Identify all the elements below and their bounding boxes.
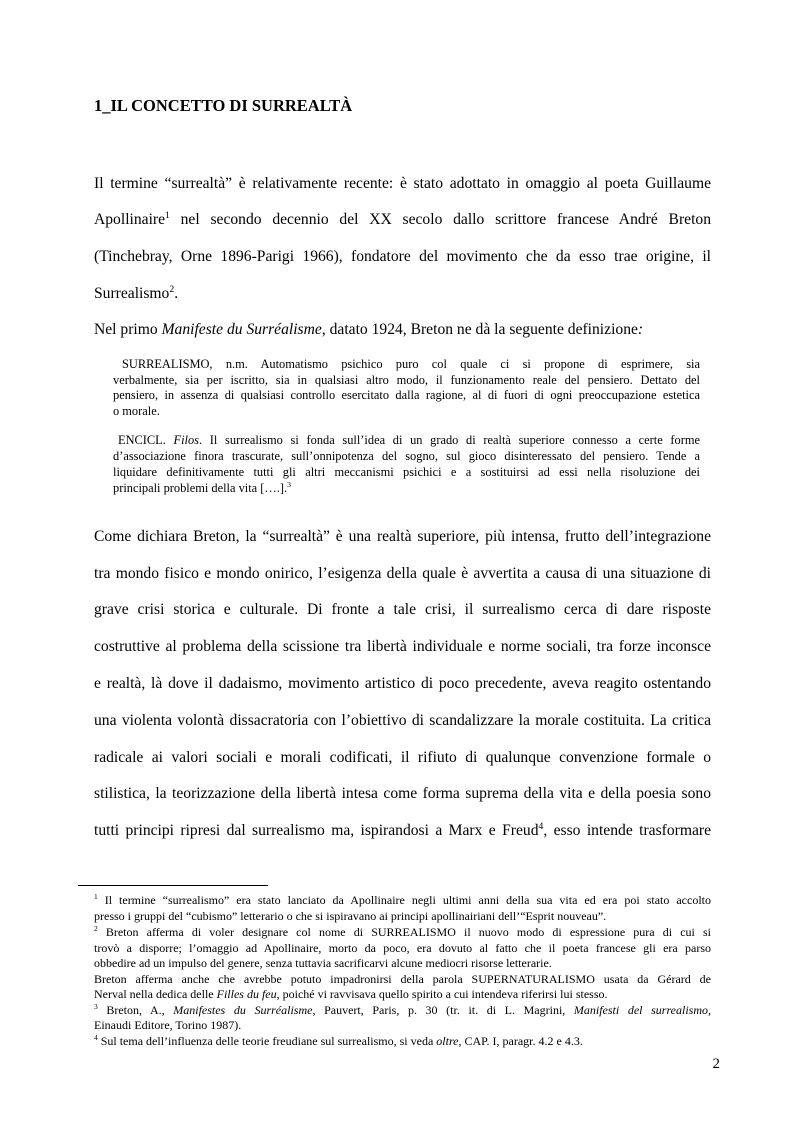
text-span: , datato 1924, Breton ne dà la seguente definizione xyxy=(321,321,638,338)
body-line: tra mondo fisico e mondo onirico, l’esigenza della quale è avvertita a causa di una situazione di xyxy=(94,565,711,582)
footnote-line xyxy=(94,987,711,1001)
body-line xyxy=(94,821,711,841)
body-line: radicale ai valori sociali e morali codificati, il rifiuto di qualunque convenzione formale o xyxy=(94,749,711,766)
footnote-number: 3 xyxy=(94,1002,98,1011)
text-span: Surrealismo xyxy=(94,285,170,302)
quote-line xyxy=(113,481,700,496)
quote-line: o morale. xyxy=(113,404,160,418)
body-line: e realtà, là dove il dadaismo, movimento artistico di poco precedente, aveva reagito ostentando xyxy=(94,675,711,692)
footnote-ref-1: 1 xyxy=(165,209,170,221)
footnote-separator xyxy=(78,885,268,886)
footnote-line xyxy=(94,893,711,907)
body-line xyxy=(94,284,711,304)
text-span: ENCICL. xyxy=(118,433,174,447)
text-span: Breton, A., xyxy=(97,1003,174,1017)
footnote-line: presso i gruppi del “cubismo” letterario o che si ispiravano ai principi apollinairiani dell’“Esprit nouveau”. xyxy=(94,909,607,923)
text-span: . xyxy=(174,285,179,302)
footnote-number: 4 xyxy=(94,1033,98,1042)
book-title: Manifestes du Surréalisme xyxy=(173,1003,313,1017)
body-line xyxy=(94,320,711,340)
body-line: grave crisi storica e culturale. Di fronte a tale crisi, il surrealismo cerca di dare risposte xyxy=(94,601,711,618)
body-line: una violenta volontà dissacratoria con l’obiettivo di scandalizzare la morale costituita. La critica xyxy=(94,712,711,729)
footnote-line: trovò a disporre; l’omaggio ad Apollinaire, morto da poco, era dovuto al fatto che il poeta francese gli era parso xyxy=(94,941,711,955)
body-line: stilistica, la teorizzazione della libertà intesa come forma suprema della vita e della poesia sono xyxy=(94,785,711,802)
chapter-heading: 1_IL CONCETTO DI SURREALTÀ xyxy=(94,96,353,115)
text-span: , Pauvert, Paris, p. 30 (tr. it. di L. Magrini, xyxy=(312,1003,574,1017)
book-title: Filles du feu xyxy=(216,987,277,1001)
text-span: Filos xyxy=(173,433,200,447)
text-span: : xyxy=(637,321,644,338)
footnote-number: 2 xyxy=(94,924,98,933)
text-span: Il termine “surrealismo” era stato lanciato da Apollinaire negli ultimi anni della sua vita ed era poi stato accolto xyxy=(97,893,711,907)
text-span: , poiché vi ravvisava quello spirito a cui intendeva riferirsi lui stesso. xyxy=(276,987,608,1001)
footnote-number: 1 xyxy=(94,892,98,901)
text-span: Nerval nella dedica delle xyxy=(94,987,217,1001)
text-span: tutti principi ripresi dal surrealismo ma, ispirandosi a Marx e Freud xyxy=(94,822,539,839)
text-span: , CAP. I, paragr. 4.2 e 4.3. xyxy=(458,1034,583,1048)
body-line: Il termine “surrealtà” è relativamente recente: è stato adottato in omaggio al poeta Guillaume xyxy=(94,175,711,192)
quote-line: pensiero, in assenza di qualsiasi controllo esercitato dalla ragione, al di fuori di ogni preoccupazione estetica xyxy=(113,388,700,402)
footnote-line xyxy=(94,1034,711,1048)
text-span: Sul tema dell’influenza delle teorie freudiane sul surrealismo, si veda xyxy=(97,1034,437,1048)
quote-line: verbalmente, sia per iscritto, sia in qualsiasi altro modo, il funzionamento reale del pensiero. Dettato del xyxy=(113,373,700,387)
text-span: oltre xyxy=(436,1034,459,1048)
text-span: . Il surrealismo si fonda sull’idea di un grado di realtà superiore connesso a certe forme xyxy=(199,433,700,447)
body-line: (Tinchebray, Orne 1896-Parigi 1966), fondatore del movimento che da esso trae origine, il xyxy=(94,248,711,265)
footnote-ref-3: 3 xyxy=(287,479,291,489)
footnote-ref-2: 2 xyxy=(169,283,175,295)
quote-line: SURREALISMO, n.m. Automatismo psichico puro col quale ci si propone di esprimere, sia xyxy=(122,357,700,371)
body-line xyxy=(94,210,711,230)
text-span: Breton afferma di voler designare col nome di SURREALISMO il nuovo modo di espressione pura di cui si xyxy=(97,925,711,939)
body-line: costruttive al problema della scissione tra libertà individuale e norme sociali, tra forze inconsce xyxy=(94,638,711,655)
quote-line xyxy=(118,433,700,448)
quote-line: liquidare definitivamente tutti gli altri meccanismi psichici e a sostituirsi ad essi nella risoluzione dei xyxy=(113,465,700,479)
footnote-ref-4: 4 xyxy=(538,820,544,832)
footnote-line: Einaudi Editore, Torino 1987). xyxy=(94,1018,242,1032)
page-number: 2 xyxy=(712,1056,720,1072)
footnote-line: Breton afferma anche che avrebbe potuto impadronirsi della parola SUPERNATURALISMO usata da Gérard de xyxy=(94,972,711,986)
body-line: Come dichiara Breton, la “surrealtà” è una realtà superiore, più intensa, frutto dell’integrazione xyxy=(94,528,711,545)
text-span: Apollinaire xyxy=(94,211,166,228)
text-span: nel secondo decennio del XX secolo dallo scrittore francese André Breton xyxy=(169,211,711,228)
text-span: Nel primo xyxy=(94,321,162,338)
book-title: Manifeste du Surréalisme xyxy=(161,321,322,338)
text-span: principali problemi della vita [….]. xyxy=(113,481,288,495)
text-span: , xyxy=(708,1003,711,1017)
book-title: Manifesti del surrealismo xyxy=(573,1003,708,1017)
quote-line: d’associazione finora trascurate, sull’onnipotenza del sogno, sul gioco disinteressato del pensiero. Tende a xyxy=(113,449,700,463)
footnote-line: obbedire ad un impulso del genere, senza tuttavia sacrificarvi alcune mediocri risorse letterarie. xyxy=(94,956,552,970)
footnote-line xyxy=(94,1003,711,1017)
text-span: , esso intende trasformare xyxy=(543,822,711,839)
footnote-line xyxy=(94,925,711,939)
